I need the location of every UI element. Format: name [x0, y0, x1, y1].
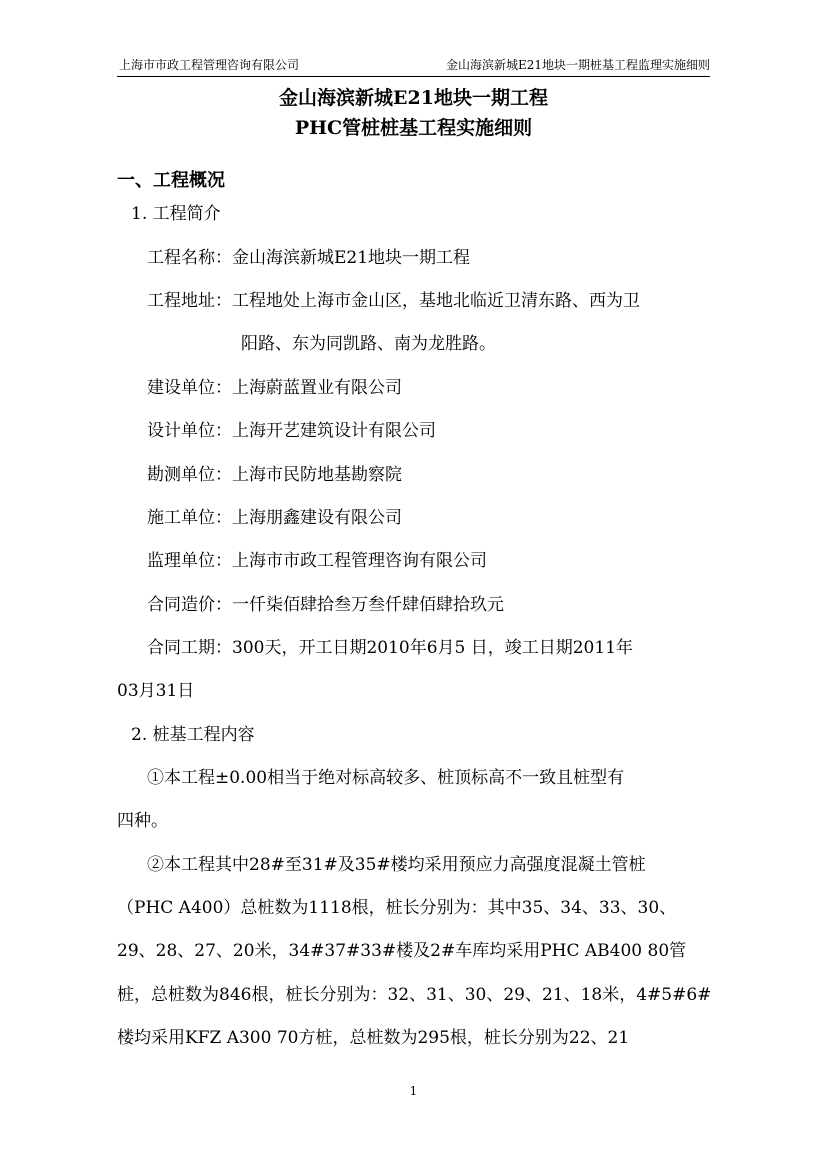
section-heading-overview: 一、工程概况	[117, 170, 225, 191]
survey-unit: 勘测单位：上海市民防地基勘察院	[147, 465, 402, 485]
paragraph-2-line1: ②本工程其中28#至31#及35#楼均采用预应力高强度混凝土管桩	[147, 855, 646, 875]
project-name: 工程名称：金山海滨新城E21地块一期工程	[147, 248, 471, 268]
page-number: 1	[409, 1084, 418, 1098]
paragraph-2-line4: 桩，总桩数为846根，桩长分别为：32、31、30、29、21、18米，4#5#6#	[117, 985, 712, 1005]
paragraph-1-line1: ①本工程±0.00相当于绝对标高较多、桩顶标高不一致且桩型有	[147, 768, 625, 788]
header-divider	[117, 76, 710, 77]
paragraph-1-line2: 四种。	[117, 811, 168, 831]
owner-unit: 建设单位：上海蔚蓝置业有限公司	[147, 378, 402, 398]
design-unit: 设计单位：上海开艺建筑设计有限公司	[147, 421, 436, 441]
paragraph-2-line2: （PHC A400）总桩数为1118根，桩长分别为：其中35、34、33、30、	[117, 898, 677, 918]
document-title-line1: 金山海滨新城E21地块一期工程	[279, 87, 548, 109]
contract-period-line2: 03月31日	[117, 681, 195, 701]
supervision-unit: 监理单位：上海市市政工程管理咨询有限公司	[147, 551, 487, 571]
header-company: 上海市市政工程管理咨询有限公司	[119, 58, 300, 72]
contract-period-line1: 合同工期：300天，开工日期2010年6月5 日，竣工日期2011年	[147, 638, 634, 658]
construction-unit: 施工单位：上海朋鑫建设有限公司	[147, 508, 402, 528]
paragraph-2-line3: 29、28、27、20米，34#37#33#楼及2#车库均采用PHC AB400 80管	[117, 941, 687, 961]
subsection-heading-intro: 1. 工程简介	[131, 204, 221, 224]
header-document-title: 金山海滨新城E21地块一期桩基工程监理实施细则	[445, 58, 710, 72]
subsection-heading-pile-content: 2. 桩基工程内容	[131, 725, 255, 745]
paragraph-2-line5: 楼均采用KFZ A300 70方桩，总桩数为295根，桩长分别为22、21	[117, 1028, 630, 1048]
document-title-line2: PHC管桩桩基工程实施细则	[294, 117, 533, 139]
project-address-line1: 工程地址：工程地处上海市金山区，基地北临近卫清东路、西为卫	[147, 291, 640, 311]
project-address-line2: 阳路、东为同凯路、南为龙胜路。	[241, 334, 496, 354]
contract-price: 合同造价：一仟柒佰肆拾叁万叁仟肆佰肆拾玖元	[147, 595, 504, 615]
